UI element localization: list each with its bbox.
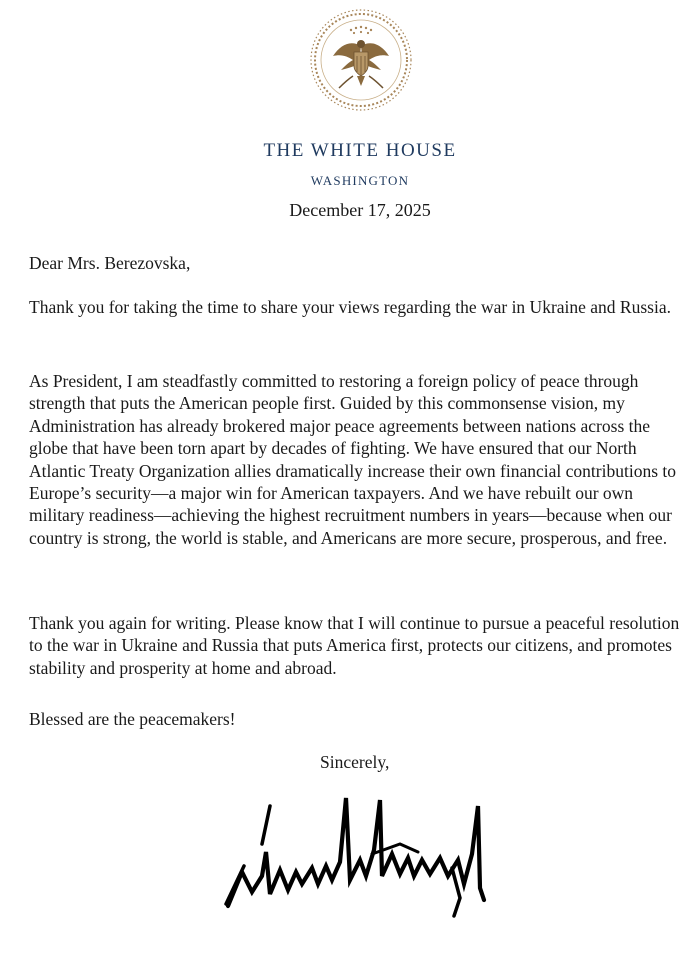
salutation: Dear Mrs. Berezovska, <box>29 253 191 273</box>
paragraph-3 <box>29 612 691 679</box>
paragraph-text: Thank you again for writing. Please know that I will continue to pursue a peaceful resolution to the war in Ukraine and Russia that puts America first, protects our citizens, and promotes stability and prosperity at home and abroad. <box>29 613 680 678</box>
signoff: Sincerely, <box>320 752 390 772</box>
paragraph-text: As President, I am steadfastly committed to restoring a foreign policy of peace through strength that puts the American people first. Guided by this commonsense vision, my Administration has already brokered major peace agreements between nations across the globe that have been torn apart by decades of fighting. We have ensured that our North Atlantic Treaty Organization allies dramatically increase their own financial contributions to Europe’s security—a major win for American taxpayers. And we have rebuilt our own military readiness—achieving the highest recruitment numbers in years—because when our country is strong, the world is stable, and Americans are more secure, prosperous, and free. <box>29 371 676 548</box>
letterhead-title: THE WHITE HOUSE <box>263 140 457 161</box>
presidential-seal-icon <box>307 6 415 114</box>
letter-date: December 17, 2025 <box>289 200 431 220</box>
paragraph-1 <box>29 296 691 318</box>
letterhead-location: WASHINGTON <box>310 173 410 188</box>
paragraph-2 <box>29 370 691 549</box>
signature-icon <box>222 780 492 920</box>
closing-line: Blessed are the peacemakers! <box>29 709 236 729</box>
paragraph-text: Thank you for taking the time to share your views regarding the war in Ukraine and Russia. <box>29 297 671 317</box>
